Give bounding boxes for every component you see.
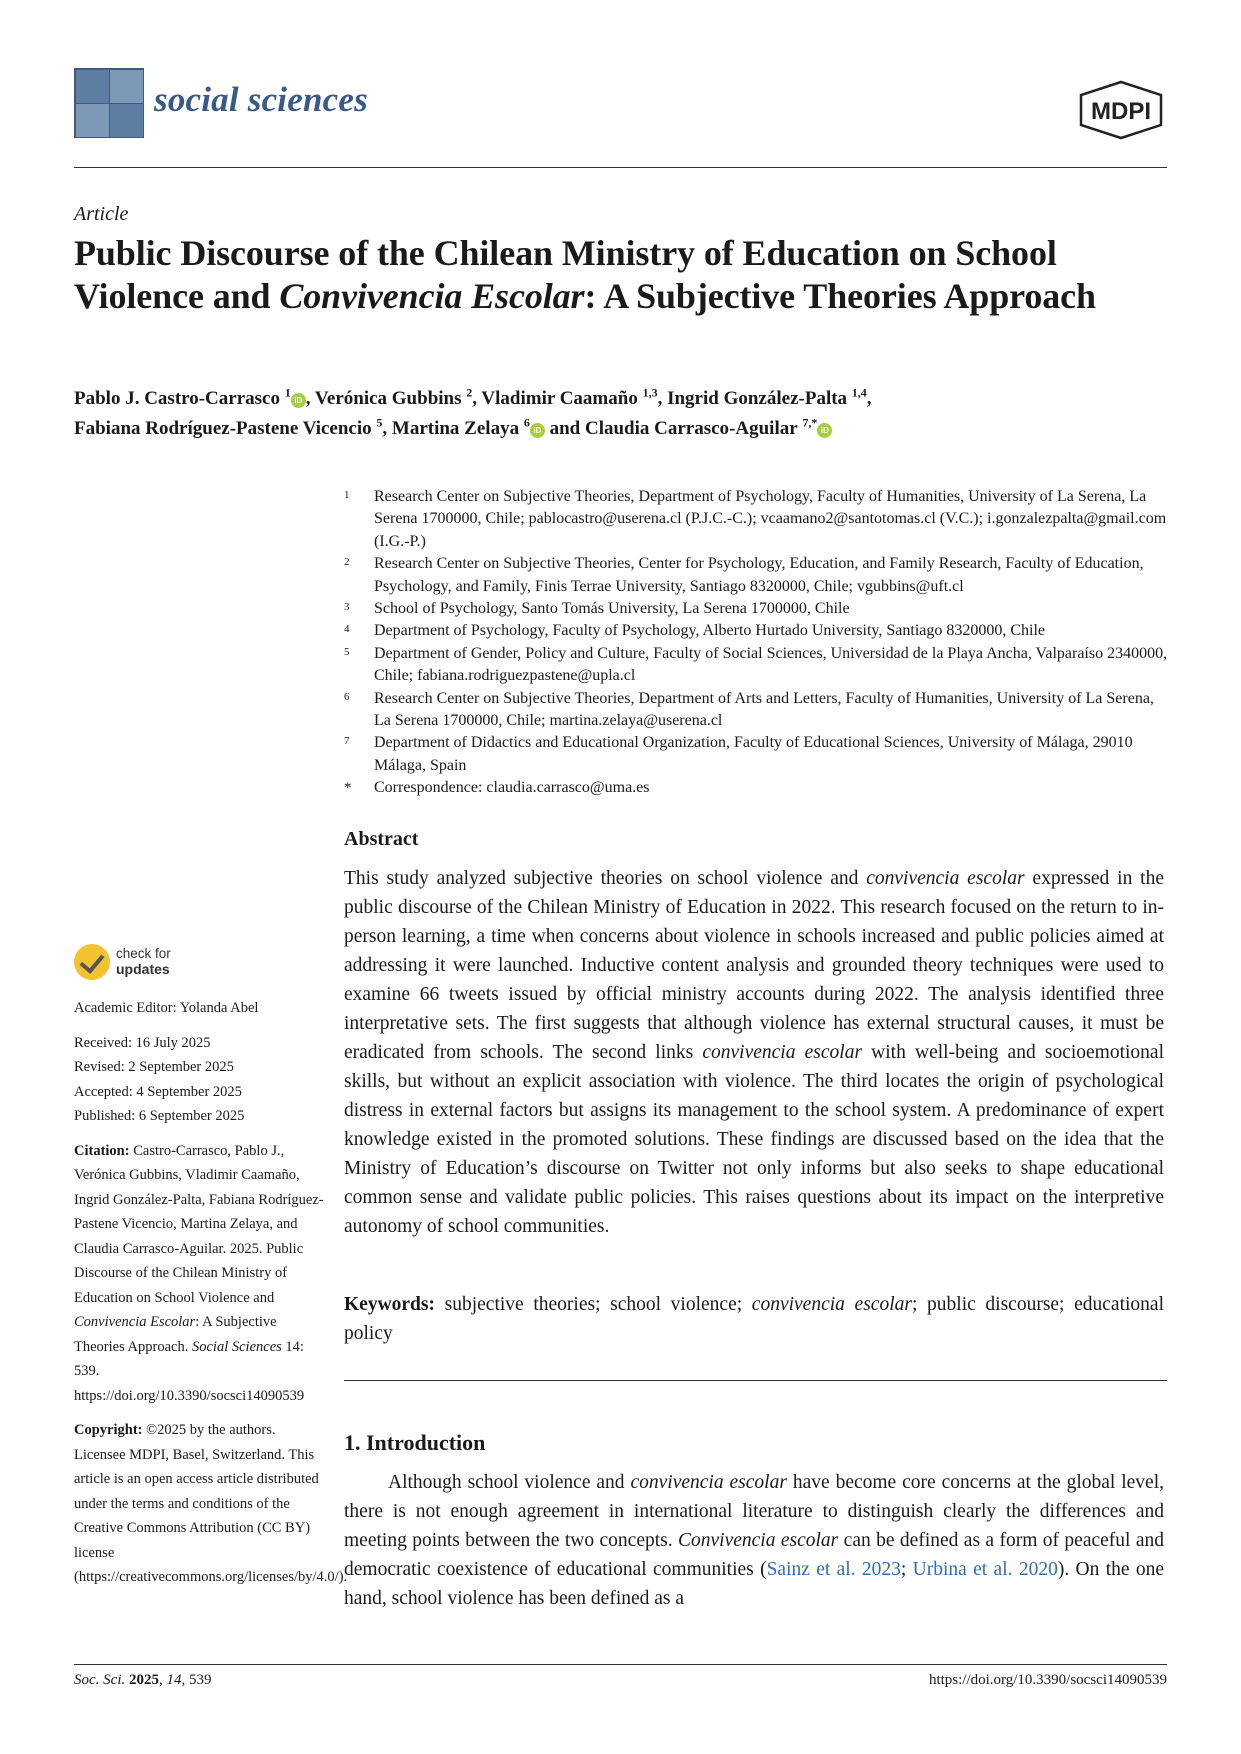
section-divider [344, 1380, 1167, 1381]
abstract-heading: Abstract [344, 828, 419, 850]
author-name[interactable]: Pablo J. Castro-Carrasco [74, 388, 280, 409]
keywords: Keywords: subjective theories; school violence; convivencia escolar; public discourse; educational policy [344, 1294, 1164, 1344]
journal-logo-icon [74, 68, 144, 138]
orcid-icon[interactable]: iD [530, 423, 545, 438]
citation-link[interactable]: Urbina et al. 2020 [912, 1559, 1058, 1580]
academic-editor: Academic Editor: Yolanda Abel [74, 1000, 259, 1016]
author-name[interactable]: Claudia Carrasco-Aguilar [584, 418, 798, 439]
revised-date: Revised: 2 September 2025 [74, 1059, 234, 1075]
author-name[interactable]: Ingrid González-Palta [667, 388, 848, 409]
article-title: Public Discourse of the Chilean Ministry of Education on School Violence and Convivencia Escolar: A Subjective Theories Approach [74, 233, 1096, 316]
copyright-block: Copyright: ©2025 by the authors. Licensee MDPI, Basel, Switzerland. This article is an open access article distributed under the terms and conditions of the Creative Commons Attribution (CC BY) license (https://creativecommons.org/licenses/by/4.0/). [74, 1422, 348, 1585]
svg-text:MDPI: MDPI [1091, 98, 1151, 125]
journal-name[interactable]: social sciences [154, 80, 368, 119]
author-list: Pablo J. Castro-Carrasco $^1$iD , Verónica Gubbins $^2$, Vladimir Caamaño $^{1,3}$, Ingrid González-Palta $^{1,4}$, Fabiana Rodríguez-Pastene Vicencio $^5$, Martina Zelaya $^6$iD and Claudia Carrasco-Aguilar $^{7,*}$iD [74, 385, 872, 439]
affiliation-item: 5 Department of Gender, Policy and Culture, Faculty of Social Sciences, Universidad de la Playa Ancha, Valparaíso 2340000, Chile; fabiana.rodriguezpastene@upla.cl [344, 644, 1168, 685]
mdpi-logo[interactable] [1075, 80, 1167, 140]
footer-doi-link[interactable]: https://doi.org/10.3390/socsci14090539 [928, 1672, 1167, 1688]
header-divider [74, 167, 1167, 168]
article-type: Article [74, 203, 129, 225]
author-name[interactable]: Verónica Gubbins [314, 388, 462, 409]
affiliation-item: 4 Department of Psychology, Faculty of Psychology, Alberto Hurtado University, Santiago 8320000, Chile [344, 622, 1046, 640]
affiliations [344, 486, 1174, 800]
article-info-sidebar [74, 996, 348, 1600]
checkmark-icon [74, 944, 110, 980]
citation-link[interactable]: Sainz et al. 2023 [766, 1559, 901, 1580]
orcid-icon[interactable]: iD [291, 393, 306, 408]
citation-block: Citation: Castro-Carrasco, Pablo J., Verónica Gubbins, Vladimir Caamaño, Ingrid González-Palta, Fabiana Rodríguez-Pastene Vicencio, Martina Zelaya, and Claudia Carrasco-Aguilar. 2025. Public Discourse of the Chilean Ministry of Education on School Violence and Convivencia Escolar: A Subjective Theories Approach. Social Sciences 14: 539. https://doi.org/10.3390/socsci14090539 [74, 1142, 324, 1404]
author-name[interactable]: Fabiana Rodríguez-Pastene Vicencio [74, 418, 372, 439]
author-name[interactable]: Martina Zelaya [391, 418, 520, 439]
affiliation-item: 2 Research Center on Subjective Theories, Center for Psychology, Education, and Family Research, Faculty of Education, Psychology, and Family, Finis Terrae University, Santiago 8320000, Chile; vgubbins@uft.cl [344, 555, 1144, 595]
affiliation-item: 6 Research Center on Subjective Theories, Department of Arts and Letters, Faculty of Humanities, University of La Serena, La Serena 1700000, Chile; martina.zelaya@userena.cl [344, 689, 1154, 730]
correspondence: * Correspondence: claudia.carrasco@uma.es [344, 779, 650, 797]
orcid-icon[interactable]: iD [817, 423, 832, 438]
affiliation-item: 3 School of Psychology, Santo Tomás University, La Serena 1700000, Chile [344, 600, 850, 618]
affiliation-item: 7 Department of Didactics and Educational Organization, Faculty of Educational Sciences, University of Málaga, 29010 Málaga, Spain [344, 734, 1133, 774]
published-date: Published: 6 September 2025 [74, 1108, 245, 1124]
introduction-body: Although school violence and convivencia escolar have become core concerns at the global level, there is not enough agreement in international literature to distinguish clearly the differences and meeting points between the two concepts. Convivencia escolar can be defined as a form of peaceful and democratic coexistence of educational communities (Sainz et al. 2023; Urbina et al. 2020). On the one hand, school violence has been defined as a [344, 1472, 1165, 1609]
author-name[interactable]: Vladimir Caamaño [481, 388, 638, 409]
check-for-updates-button[interactable]: check for updates [74, 944, 194, 984]
accepted-date: Accepted: 4 September 2025 [74, 1083, 242, 1100]
abstract-body: This study analyzed subjective theories on school violence and convivencia escolar expressed in the public discourse of the Chilean Ministry of Education in 2022. This research focused on the return to in-person learning, a time when concerns about violence in schools increased and public policies aimed at addressing it were launched. Inductive content analysis and grounded theory techniques were used to examine 66 tweets issued by official ministry accounts during 2022. The analysis identified three interpretative sets. The first suggests that although violence has external structural causes, it must be eradicated from schools. The second links convivencia escolar with well-being and socioemotional skills, but without an explicit association with violence. The third locates the origin of psychological distress in external factors but assigns its management to the school system. A predominance of expert knowledge existed in the promoted solutions. These findings are discussed based on the idea that the Ministry of Education’s discourse on Twitter not only informs but also seeks to shape educational common sense and validate public policies. This raises questions about its impact on the interpretive autonomy of school communities. [344, 868, 1165, 1237]
introduction-heading: 1. Introduction [344, 1430, 486, 1455]
affiliation-item: 1 Research Center on Subjective Theories, Department of Psychology, Faculty of Humanities, University of La Serena, La Serena 1700000, Chile; pablocastro@userena.cl (P.J.C.-C.); vcaamano2@santotomas.cl (V.C.); i.gonzalezpalta@gmail.com (I.G.-P.) [344, 488, 1167, 550]
footer-divider [74, 1664, 1167, 1665]
footer-citation: Soc. Sci. 2025, 14, 539 [74, 1672, 212, 1688]
received-date: Received: 16 July 2025 [74, 1034, 211, 1051]
